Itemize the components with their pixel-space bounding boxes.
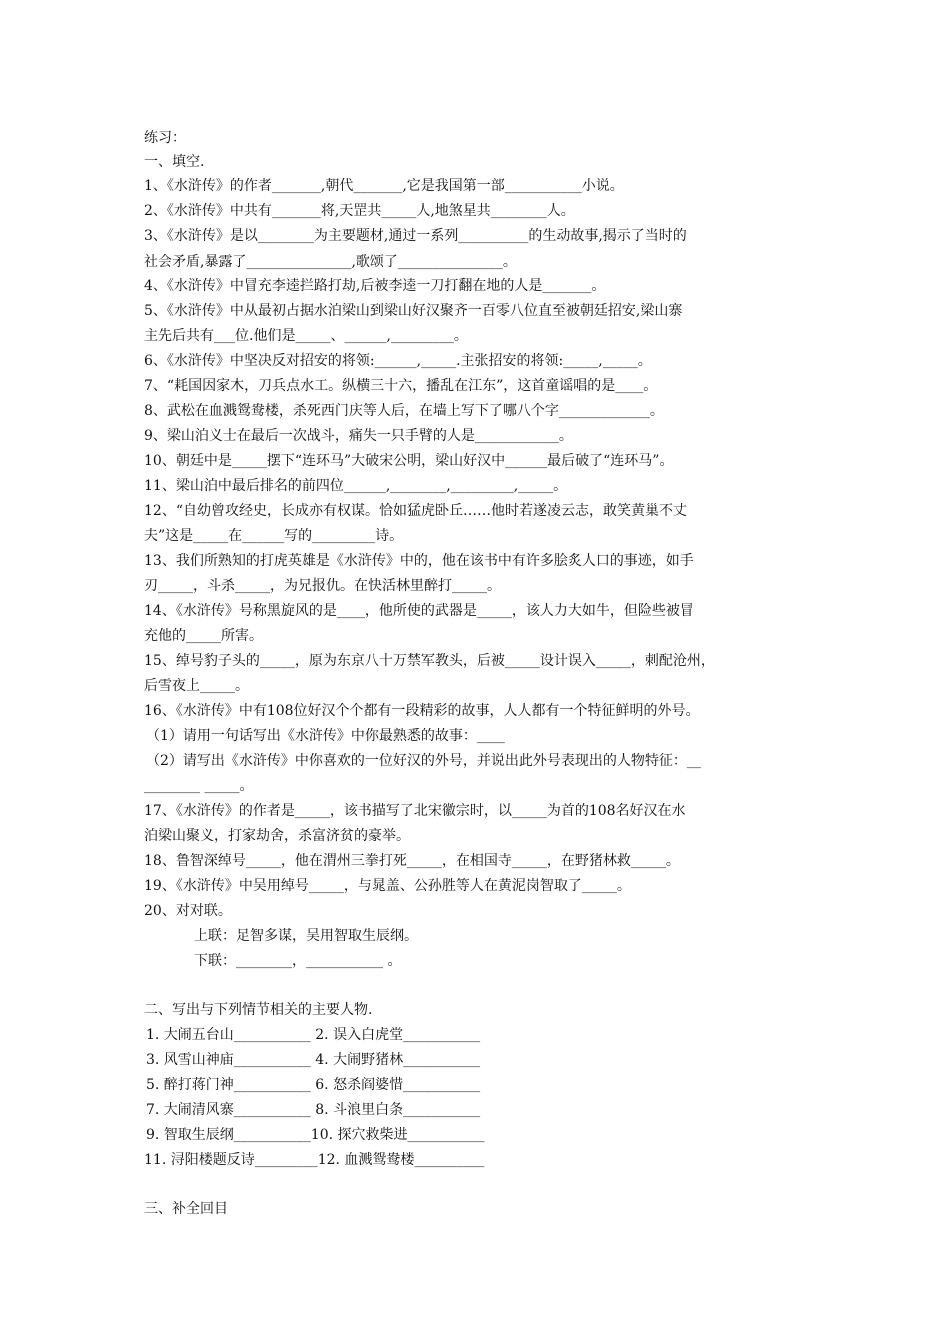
question-13-line-2: 刃_____，斗杀_____，为兄报仇。在快活林里醉打_____。: [144, 578, 501, 594]
question-17-line-2: 泊梁山聚义，打家劫舍，杀富济贫的豪举。: [144, 828, 410, 844]
plot-row-1: 1. 大闹五台山___________ 2. 误入白虎堂___________: [146, 1027, 481, 1043]
plot-row-3: 5. 醉打蒋门神___________ 6. 怒杀阎婆惜___________: [146, 1077, 481, 1093]
question-8: 8、武松在血溅鸳鸯楼，杀死西门庆等人后，在墙上写下了哪八个字_____________。: [144, 403, 664, 419]
question-14-line-2: 充他的_____所害。: [144, 628, 263, 644]
plot-row-4: 7. 大闹清风寨___________ 8. 斗浪里白条___________: [146, 1102, 481, 1118]
question-3-line-1: 3、《水浒传》是以________为主要题材,通过一系列__________的生动故事,揭示了当时的: [144, 228, 687, 244]
question-17-line-1: 17、《水浒传》的作者是_____，该书描写了北宋徽宗时，以_____为首的108名好汉在水: [144, 803, 686, 819]
question-5-line-1: 5、《水浒传》中从最初占据水泊梁山到梁山好汉聚齐一百零八位直至被朝廷招安,梁山寨: [144, 303, 683, 319]
question-16-part-2-line-2: ________ _____。: [144, 778, 254, 794]
question-1: 1、《水浒传》的作者_______,朝代_______,它是我国第一部___________小说。: [144, 178, 624, 194]
section-heading-chapter-titles: 三、补全回目: [144, 1201, 228, 1217]
section-heading-characters: 二、写出与下列情节相关的主要人物.: [144, 1002, 373, 1018]
question-16: 16、《水浒传》中有108位好汉个个都有一段精彩的故事，人人都有一个特征鲜明的外号。: [144, 703, 700, 719]
question-6: 6、《水浒传》中坚决反对招安的将领:______,_____.主张招安的将领:_____,_____。: [144, 353, 652, 369]
question-15-line-2: 后雪夜上_____。: [144, 678, 249, 694]
question-5-line-2: 主先后共有___位.他们是_____、______,_________。: [144, 328, 468, 344]
question-15-line-1: 15、绰号豹子头的_____，原为东京八十万禁军教头，后被_____设计误入_____，刺配沧州，: [144, 653, 715, 669]
question-3-line-2: 社会矛盾,暴露了_______________,歌颂了_______________。: [144, 254, 517, 270]
question-10: 10、朝廷中是_____摆下“连环马”大破宋公明，梁山好汉中______最后破了“连环马”。: [144, 453, 674, 469]
plot-row-5: 9. 智取生辰纲___________10. 探穴救柴进___________: [146, 1127, 485, 1143]
section-heading-fill-blank: 一、填空.: [144, 154, 205, 170]
question-19: 19、《水浒传》中吴用绰号_____，与晁盖、公孙胜等人在黄泥岗智取了_____。: [144, 878, 631, 894]
plot-row-6: 11. 浔阳楼题反诗_________12. 血溅鸳鸯楼__________: [144, 1152, 485, 1168]
question-12-line-1: 12、“自幼曾攻经史，长成亦有权谋。恰如猛虎卧丘……他时若遂凌云志，敢笑黄巢不丈: [144, 503, 687, 519]
question-9: 9、梁山泊义士在最后一次战斗，痛失一只手臂的人是____________。: [144, 428, 573, 444]
question-20: 20、对对联。: [144, 903, 232, 919]
couplet-lower-line: 下联：________，___________ 。: [194, 953, 402, 969]
question-16-part-2-line-1: （2）请写出《水浒传》中你喜欢的一位好汉的外号，并说出此外号表现出的人物特征：__: [146, 753, 701, 769]
plot-row-2: 3. 风雪山神庙___________ 4. 大闹野猪林___________: [146, 1052, 481, 1068]
question-13-line-1: 13、我们所熟知的打虎英雄是《水浒传》中的，他在该书中有许多脍炙人口的事迹，如手: [144, 553, 694, 569]
question-12-line-2: 夫”这是_____在______写的_________诗。: [144, 528, 404, 544]
question-11: 11、梁山泊中最后排名的前四位______,________,_________,_____。: [144, 478, 568, 494]
question-14-line-1: 14、《水浒传》号称黑旋风的是____，他所使的武器是_____，该人力大如牛，但险些被冒: [144, 603, 694, 619]
couplet-upper-line: 上联：足智多谋，吴用智取生辰纲。: [194, 928, 418, 944]
worksheet-title: 练习：: [144, 130, 186, 146]
question-16-part-1: （1）请用一句话写出《水浒传》中你最熟悉的故事：____: [146, 728, 505, 744]
question-7: 7、“耗国因家木，刀兵点水工。纵横三十六，播乱在江东”，这首童谣唱的是____。: [144, 378, 658, 394]
question-18: 18、鲁智深绰号_____，他在渭州三拳打死_____，在相国寺_____，在野猪林救_____。: [144, 853, 680, 869]
question-2: 2、《水浒传》中共有_______将,天罡共_____人,地煞星共________人。: [144, 203, 575, 219]
question-4: 4、《水浒传》中冒充李逵拦路打劫,后被李逵一刀打翻在地的人是_______。: [144, 278, 606, 294]
